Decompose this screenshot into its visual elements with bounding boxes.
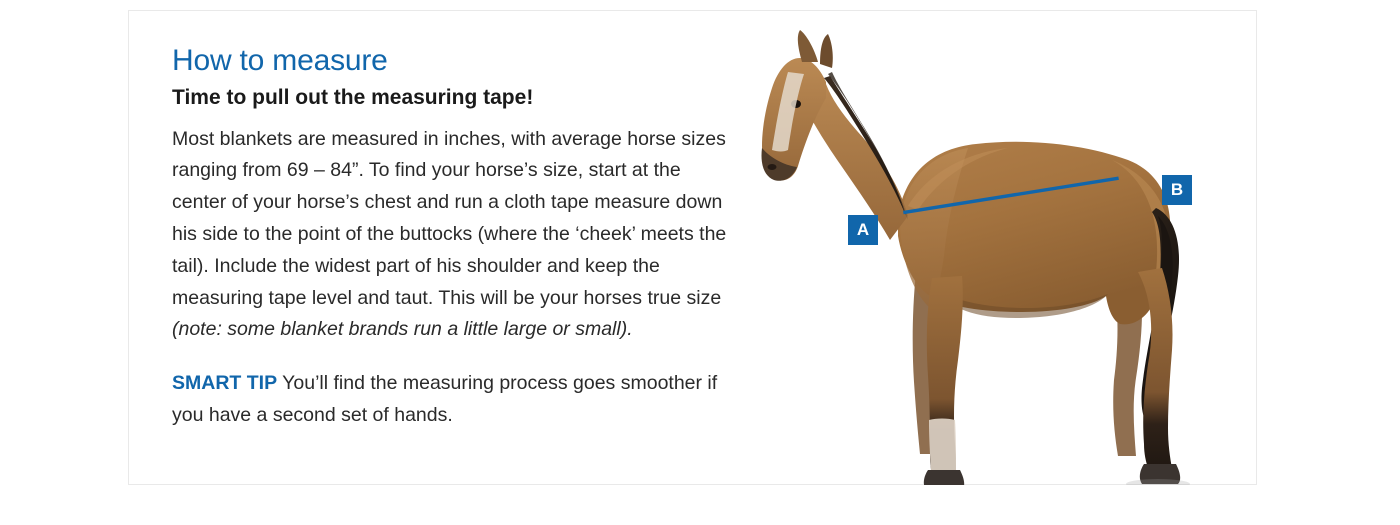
panel-border-left — [128, 10, 129, 485]
horse-side-profile-image — [740, 20, 1260, 485]
instructions-paragraph — [172, 124, 732, 346]
panel-border-top — [128, 10, 1256, 11]
page-title: How to measure — [172, 44, 388, 77]
measure-point-b-marker: B — [1162, 175, 1192, 205]
measure-point-a-marker: A — [848, 215, 878, 245]
instructions-note-text: (note: some blanket brands run a little large or small). — [172, 318, 633, 341]
smart-tip-label: SMART TIP — [172, 372, 278, 395]
page-subtitle: Time to pull out the measuring tape! — [172, 85, 534, 109]
smart-tip — [172, 368, 732, 432]
text-content — [172, 44, 732, 451]
smart-tip-text: You’ll find the measuring process goes smoother if you have a second set of hands. — [172, 372, 718, 426]
horse-illustration — [740, 20, 1260, 485]
instructions-main-text: Most blankets are measured in inches, with average horse sizes ranging from 69 – 84”. To find your horse’s size, start at the center of your horse’s chest and run a cloth tape measure down his side to the point of the buttocks (where the ‘cheek’ meets the tail). Include the widest part of his shoulder and keep the measuring tape level and taut. This will be your horses true size — [172, 127, 727, 309]
